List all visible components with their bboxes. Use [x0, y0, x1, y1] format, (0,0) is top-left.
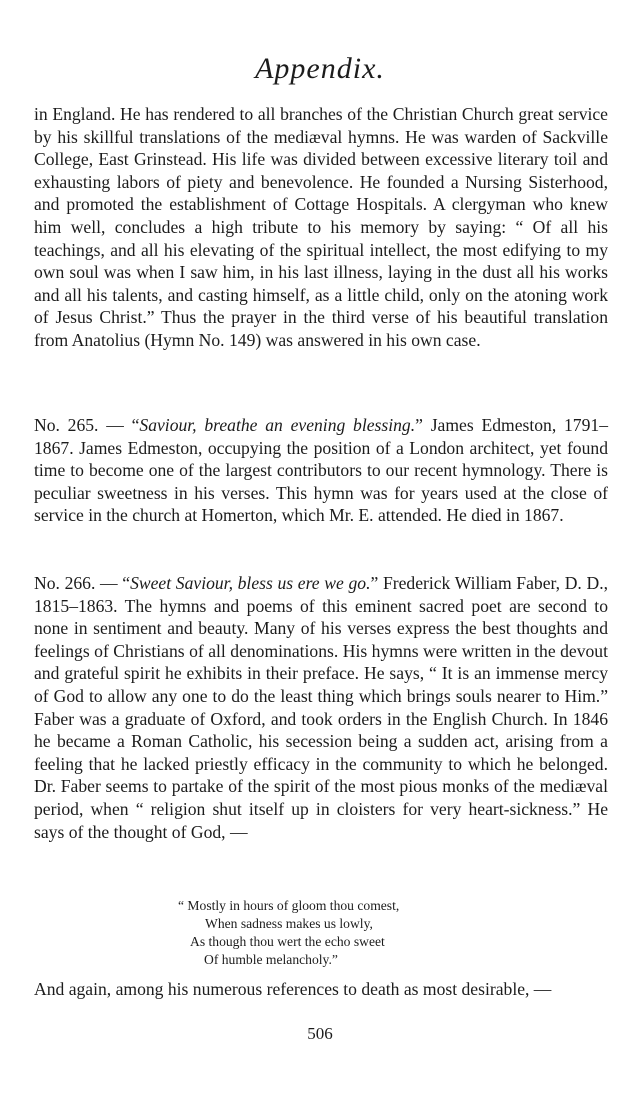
hymn-title: Sweet Saviour, bless us ere we go.: [130, 573, 371, 593]
paragraph-closing: And again, among his numerous references to death as most desirable, —: [34, 979, 552, 999]
hymn-title: Saviour, breathe an evening blessing.: [139, 415, 416, 435]
hymn-number-lead: No. 265. — “: [34, 415, 140, 435]
poem-line: “ Mostly in hours of gloom thou comest,: [178, 898, 400, 913]
poem-line: When sadness makes us lowly,: [205, 916, 373, 931]
hymn-commentary: ” Frederick William Faber, D. D., 1815–1863. The hymns and poems of this eminent sacred poet are second to none in sentiment and beauty. Many of his verses express the best thoughts and feelings of Christians of all denominations. His hymns were written in the devout and grateful spirit he exhibits in their preface. He says, “ It is an immense mercy of God to allow any one to do the least thing which brings souls nearer to Him.” Faber was a graduate of Oxford, and took orders in the English Church. In 1846 he became a Roman Catholic, his secession being a sudden act, arising from a feeling that he lacked priestly efficacy in the community to which he belonged. Dr. Faber seems to partake of the spirit of the most pious monks of the mediæval period, when “ religion shut itself up in cloisters for very heart-sickness.” He says of the thought of God, —: [34, 573, 608, 842]
page-number: 506: [307, 1024, 333, 1043]
quoted-poem: [0, 897, 640, 969]
paragraph-hymn-265: [34, 414, 608, 527]
poem-line: Of humble melancholy.”: [204, 952, 338, 967]
hymn-commentary: ” James Edmeston, 1791–1867. James Edmeston, occupying the position of a London architect, yet found time to become one of the largest contributors to our recent hymnology. There is peculiar sweetness in his verses. This hymn was for years used at the close of service in the church at Homerton, which Mr. E. attended. He died in 1867.: [34, 415, 608, 526]
paragraph-hymn-266: [34, 572, 608, 843]
hymn-number-lead: No. 266. — “: [34, 573, 131, 593]
poem-line: As though thou wert the echo sweet: [190, 934, 385, 949]
running-header: Appendix.: [255, 52, 385, 85]
paragraph-neale-biography: in England. He has rendered to all branches of the Christian Church great service by his skillful translations of the mediæval hymns. He was warden of Sackville College, East Grinstead. His life was divided between excessive literary toil and exhausting labors of piety and benevolence. He founded a Nursing Sisterhood, and promoted the establishment of Cottage Hospitals. A clergyman who knew him well, concludes a high tribute to his memory by saying: “ Of all his teachings, and all his elevating of the spiritual intellect, the most edifying to my own soul was when I saw him, in his last illness, laying in the dust all his works and all his talents, and casting himself, as a little child, only on the atoning work of Jesus Christ.” Thus the prayer in the third verse of his beautiful translation from Anatolius (Hymn No. 149) was answered in his own case.: [34, 104, 608, 350]
